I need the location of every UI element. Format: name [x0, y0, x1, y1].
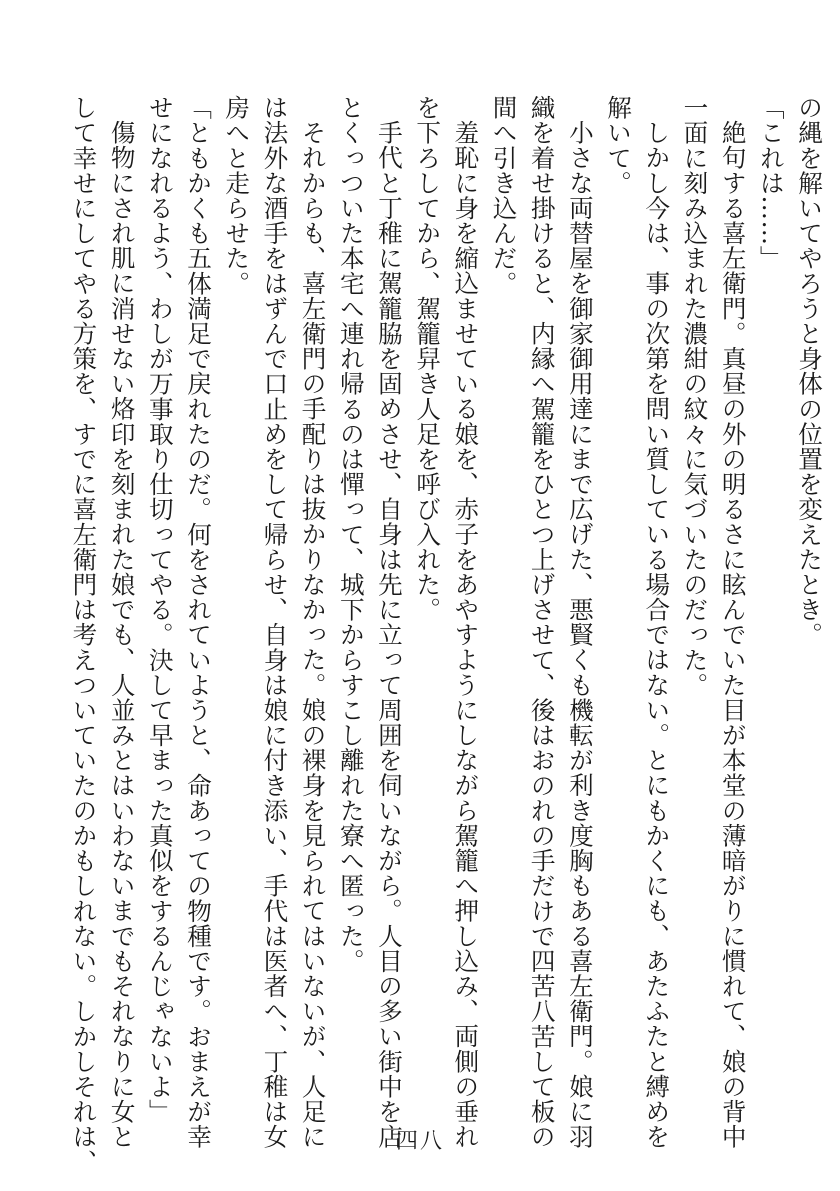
- text-line: それからも、喜左衛門の手配りは抜かりなかった。娘の裸身を見られてはいないが、人足に: [298, 120, 328, 1150]
- text-line: 羞恥に身を縮込ませている娘を、赤子をあやすようにしながら駕籠へ押し込み、両側の垂れ: [451, 120, 481, 1150]
- text-line: を下ろしてから、駕籠舁き人足を呼び入れた。: [413, 95, 443, 623]
- text-line: 絶句する喜左衛門。真昼の外の明るさに眩んでいた目が本堂の薄暗がりに慣れて、娘の背中: [718, 120, 748, 1150]
- text-line: 織を着せ掛けると、内縁へ駕籠をひとつ上げさせて、後はおのれの手だけで四苦八苦して板の: [527, 95, 557, 1150]
- text-line: 房へと走らせた。: [222, 95, 252, 296]
- text-line: 「ともかくも五体満足で戻れたのだ。何をされていようと、命あっての物種です。おまえが幸: [184, 95, 213, 1150]
- text-line: して幸せにしてやる方策を、すでに喜左衛門は考えついていたのかもしれない。しかしそれは、: [69, 95, 99, 1175]
- text-line: は法外な酒手をはずんで口止めをして帰らせ、自身は娘に付き添い、手代は医者へ、丁稚は女: [260, 95, 290, 1150]
- text-line: 「これは……」: [756, 95, 786, 271]
- text-line: しかし今は、事の次第を問い質している場合ではない。とにもかくにも、あたふたと縛めを: [642, 120, 672, 1150]
- text-line: 手代と丁稚に駕籠脇を固めさせ、自身は先に立って周囲を伺いながら。人目の多い街中を店: [374, 120, 404, 1150]
- text-line: の縄を解いてやろうと身体の位置を変えたとき。: [795, 95, 824, 648]
- text-line: せになれるよう、わしが万事取り仕切ってやる。決して早まった真似をするんじゃないよ」: [145, 95, 175, 1125]
- text-line: 一面に刻み込まれた濃紺の紋々に気づいたのだった。: [680, 95, 710, 698]
- text-line: 小さな両替屋を御家御用達にまで広げた、悪賢くも機転が利き度胸もある喜左衛門。娘に羽: [565, 120, 595, 1150]
- text-line: とくっついた本宅へ連れ帰るのは憚って、城下からすこし離れた寮へ匿った。: [336, 95, 366, 974]
- page-number: 四八: [395, 1129, 444, 1154]
- text-line: 傷物にされ肌に消せない烙印を刻まれた娘でも、人並みとはいわないまでもそれなりに女と: [107, 120, 137, 1150]
- text-line: 間へ引き込んだ。: [489, 95, 519, 296]
- text-line: 解いて。: [604, 95, 634, 196]
